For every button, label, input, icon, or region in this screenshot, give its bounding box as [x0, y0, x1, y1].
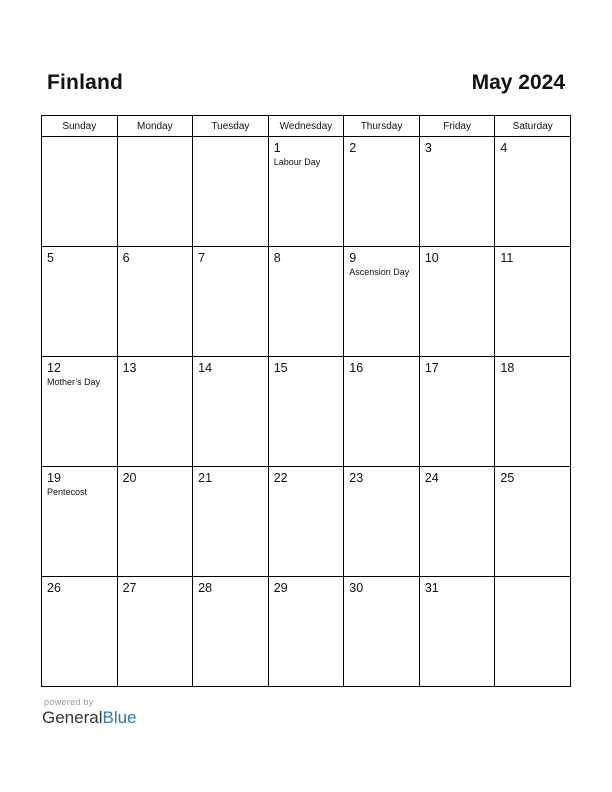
- day-cell: [344, 357, 420, 467]
- holiday-label: Labour Day: [273, 157, 321, 167]
- day-number: 18: [500, 361, 515, 375]
- day-cell: [268, 247, 344, 357]
- weekday-header: Sunday: [42, 116, 118, 137]
- day-cell: [495, 577, 571, 687]
- day-cell: [268, 577, 344, 687]
- day-number: 28: [198, 581, 213, 595]
- day-cell: [344, 467, 420, 577]
- weekday-header-row: [42, 116, 571, 137]
- day-cell: [117, 577, 193, 687]
- brand-blue-text: Blue: [102, 708, 137, 727]
- day-cell: [419, 467, 495, 577]
- weekday-header: Thursday: [344, 116, 420, 137]
- day-cell: [344, 137, 420, 247]
- day-number: 30: [349, 581, 364, 595]
- month-year-title: May 2024: [471, 71, 565, 94]
- day-cell: [495, 467, 571, 577]
- day-number: 21: [198, 471, 213, 485]
- day-number: 29: [273, 581, 288, 595]
- day-cell: [117, 247, 193, 357]
- day-number: 11: [500, 251, 514, 265]
- calendar-body: [42, 137, 571, 687]
- holiday-label: Mother’s Day: [47, 377, 101, 387]
- week-row: [42, 577, 571, 687]
- weekday-header: Tuesday: [193, 116, 269, 137]
- day-number: 22: [273, 471, 288, 485]
- day-number: 2: [349, 141, 357, 155]
- day-number: 1: [273, 141, 281, 155]
- day-number: 26: [47, 581, 61, 595]
- day-cell: [419, 137, 495, 247]
- day-number: 10: [424, 251, 439, 265]
- day-cell: [193, 357, 269, 467]
- day-cell: [42, 247, 118, 357]
- holiday-label: Ascension Day: [349, 267, 410, 277]
- day-number: 15: [273, 361, 288, 375]
- weekday-header: Friday: [419, 116, 495, 137]
- day-number: 16: [349, 361, 364, 375]
- week-row: [42, 247, 571, 357]
- day-cell: [193, 577, 269, 687]
- day-cell: [268, 467, 344, 577]
- day-number: 9: [349, 251, 357, 265]
- day-number: 20: [122, 471, 137, 485]
- powered-by-text: powered by: [44, 697, 94, 707]
- day-cell: [193, 467, 269, 577]
- weekday-header: Monday: [117, 116, 193, 137]
- day-number: 4: [500, 141, 508, 155]
- day-number: 23: [349, 471, 364, 485]
- day-cell: [495, 247, 571, 357]
- day-cell: [268, 137, 344, 247]
- day-number: 27: [122, 581, 137, 595]
- day-number: 8: [273, 251, 281, 265]
- brand-general-text: General: [42, 708, 103, 727]
- day-number: 25: [500, 471, 515, 485]
- day-cell: [193, 247, 269, 357]
- day-number: 5: [47, 251, 54, 265]
- footer: [42, 697, 137, 728]
- day-number: 17: [424, 361, 439, 375]
- day-number: 19: [47, 471, 61, 485]
- day-number: 24: [424, 471, 439, 485]
- day-number: 14: [198, 361, 213, 375]
- day-cell: [42, 577, 118, 687]
- day-cell: [495, 357, 571, 467]
- weekday-header: Saturday: [495, 116, 571, 137]
- week-row: [42, 357, 571, 467]
- day-number: 6: [122, 251, 130, 265]
- day-cell: [117, 467, 193, 577]
- day-cell: [419, 357, 495, 467]
- day-cell: [419, 577, 495, 687]
- day-number: 31: [424, 581, 439, 595]
- week-row: [42, 467, 571, 577]
- country-title: Finland: [47, 71, 124, 94]
- day-cell: [117, 357, 193, 467]
- day-cell: [419, 247, 495, 357]
- holiday-label: Pentecost: [47, 487, 88, 497]
- week-row: [42, 137, 571, 247]
- day-cell: [42, 357, 118, 467]
- day-cell: [193, 137, 269, 247]
- calendar-grid: [41, 115, 571, 687]
- day-cell: [268, 357, 344, 467]
- day-cell: [495, 137, 571, 247]
- day-cell: [344, 247, 420, 357]
- day-number: 13: [122, 361, 137, 375]
- day-number: 7: [198, 251, 206, 265]
- day-cell: [344, 577, 420, 687]
- generalblue-logo: [42, 708, 137, 728]
- day-cell: [42, 467, 118, 577]
- day-cell: [117, 137, 193, 247]
- day-cell: [42, 137, 118, 247]
- day-number: 3: [424, 141, 432, 155]
- day-number: 12: [47, 361, 61, 375]
- weekday-header: Wednesday: [268, 116, 344, 137]
